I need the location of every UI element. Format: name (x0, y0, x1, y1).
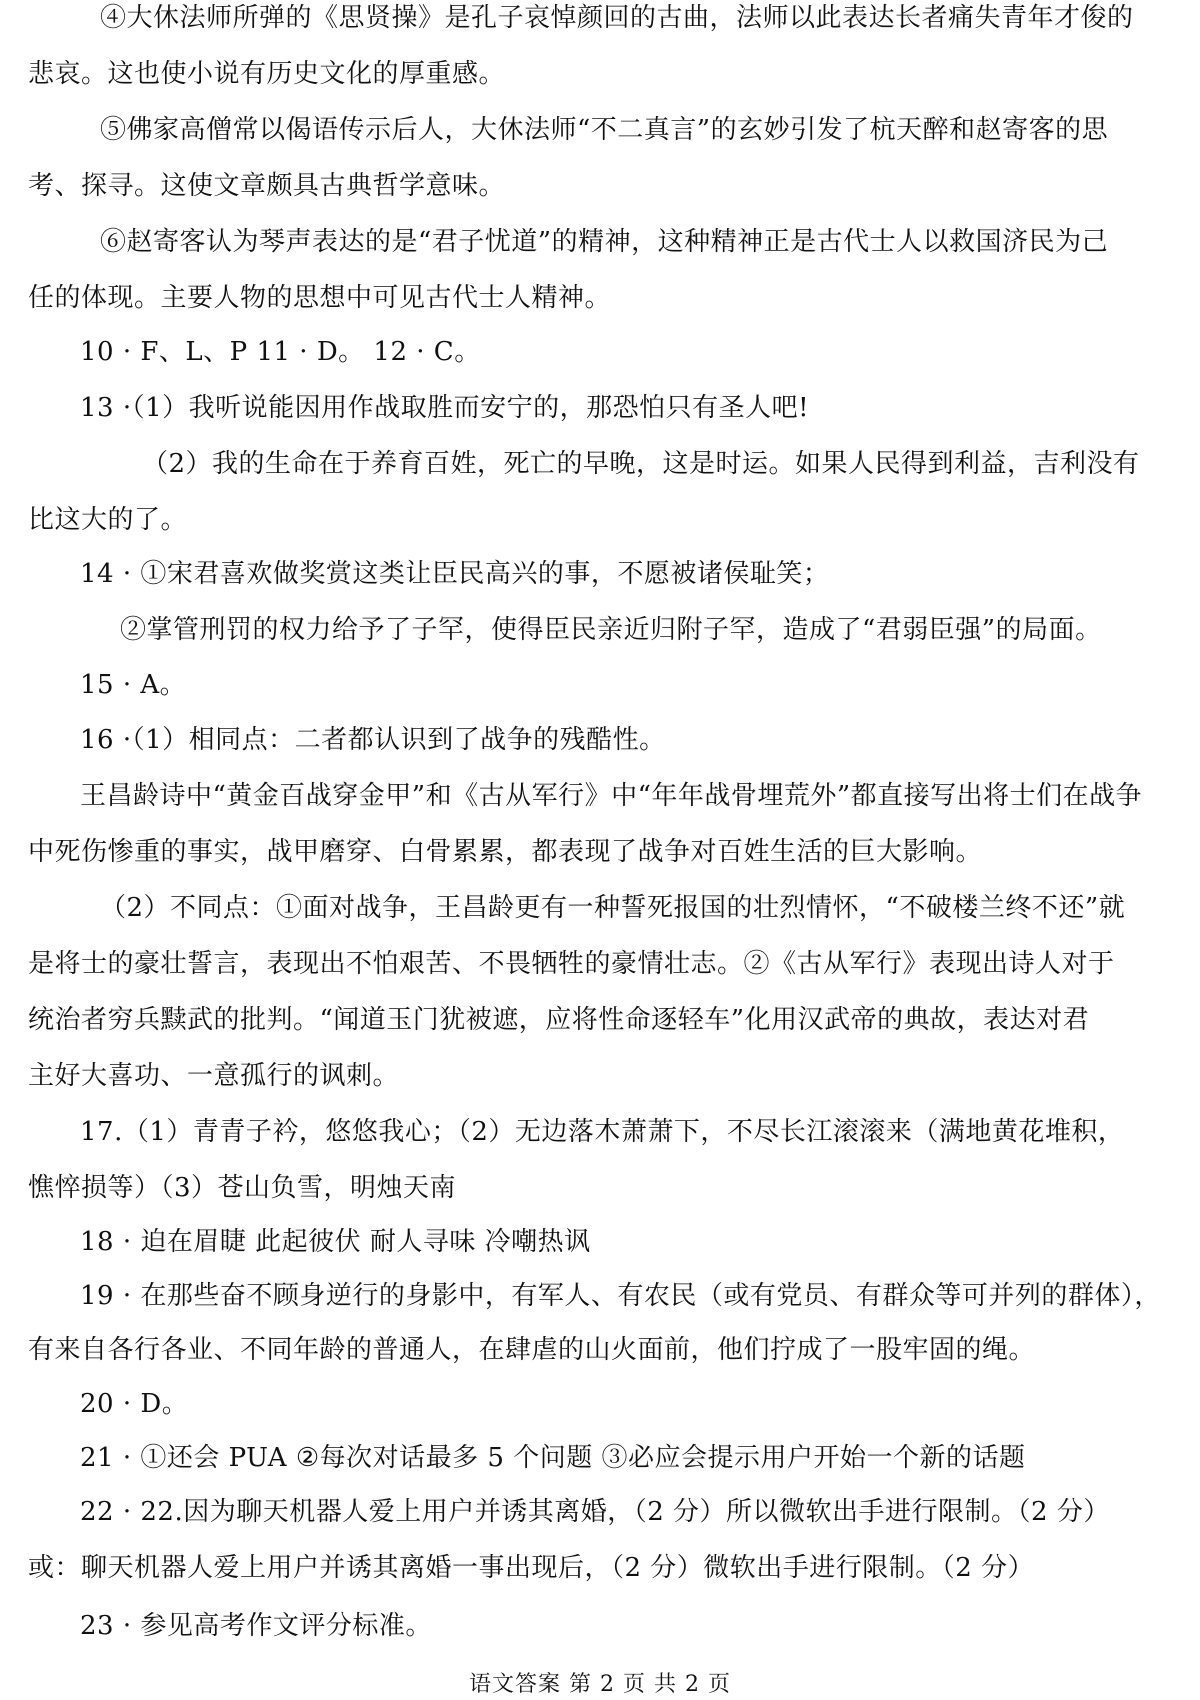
answer-17-cont: 憔悴损等）（3）苍山负雪，明烛天南 (28, 1173, 457, 1203)
answer-16-part-2-cont-1: 是将士的豪壮誓言，表现出不怕艰苦、不畏牺牲的豪情壮志。②《古从军行》表现出诗人对于 (28, 949, 1115, 979)
text-line-3: ⑤佛家高僧常以偈语传示后人，大休法师“不二真言”的玄妙引发了杭天醉和赵寄客的思 (100, 115, 1109, 145)
answer-15: 15 · A。 (80, 670, 187, 700)
answer-22: 22 · 22.因为聊天机器人爱上用户并诱其离婚，（2 分）所以微软出手进行限制。（2 分） (80, 1497, 1110, 1527)
text-line-2: 悲哀。这也使小说有历史文化的厚重感。 (28, 59, 506, 89)
answer-19-cont: 有来自各行各业、不同年龄的普通人，在肆虐的山火面前，他们拧成了一股牢固的绳。 (28, 1335, 1036, 1365)
text-line-4: 考、探寻。这使文章颇具古典哲学意味。 (28, 171, 506, 201)
answer-13-part-2: （2）我的生命在于养育百姓，死亡的早晚，这是时运。如果人民得到利益，吉利没有 (142, 449, 1140, 479)
answer-13-part-1: 13 ·（1）我听说能因用作战取胜而安宁的，那恐怕只有圣人吧! (80, 393, 810, 423)
answer-23: 23 · 参见高考作文评分标准。 (80, 1611, 432, 1641)
answer-16-part-2: （2）不同点：①面对战争，王昌龄更有一种誓死报国的壮烈情怀，“不破楼兰终不还”就 (100, 893, 1126, 923)
answer-17: 17.（1）青青子衿，悠悠我心；（2）无边落木萧萧下，不尽长江滚滚来（满地黄花堆积， (80, 1117, 1125, 1147)
answer-21: 21 · ①还会 PUA ②每次对话最多 5 个问题 ③必应会提示用户开始一个新的话题 (80, 1443, 1026, 1473)
answer-16-part-2-cont-2: 统治者穷兵黩武的批判。“闻道玉门犹被遮，应将性命逐轻车”化用汉武帝的典故，表达对君 (28, 1005, 1090, 1035)
answer-14-point-2: ②掌管刑罚的权力给予了子罕，使得臣民亲近归附子罕，造成了“君弱臣强”的局面。 (120, 615, 1102, 645)
answer-19: 19 · 在那些奋不顾身逆行的身影中，有军人、有农民（或有党员、有群众等可并列的群体）， (80, 1281, 1161, 1311)
text-line-5: ⑥赵寄客认为琴声表达的是“君子忧道”的精神，这种精神正是古代士人以救国济民为己 (100, 227, 1109, 257)
answer-16-part-1-body: 王昌龄诗中“黄金百战穿金甲”和《古从军行》中“年年战骨埋荒外”都直接写出将士们在战争 (80, 781, 1143, 811)
text-line-1: ④大休法师所弹的《思贤操》是孔子哀悼颜回的古曲，法师以此表达长者痛失青年才俊的 (100, 3, 1134, 33)
page-footer: 语文答案 第 2 页 共 2 页 (469, 1672, 731, 1697)
answer-13-part-2-cont: 比这大的了。 (28, 505, 188, 535)
answer-14-point-1: 14 · ①宋君喜欢做奖赏这类让臣民高兴的事，不愿被诸侯耻笑； (80, 559, 830, 589)
answer-20: 20 · D。 (80, 1389, 189, 1419)
answer-22-alt: 或：聊天机器人爱上用户并诱其离婚一事出现后，（2 分）微软出手进行限制。（2 分） (28, 1553, 1035, 1583)
text-line-6: 任的体现。主要人物的思想中可见古代士人精神。 (28, 283, 612, 313)
answer-16-part-2-cont-3: 主好大喜功、一意孤行的讽刺。 (28, 1061, 400, 1091)
answers-10-12: 10 · F、L、P 11 · D。 12 · C。 (80, 337, 481, 367)
answer-18: 18 · 迫在眉睫 此起彼伏 耐人寻味 冷嘲热讽 (80, 1227, 591, 1257)
answer-16-part-1: 16 ·（1）相同点：二者都认识到了战争的残酷性。 (80, 725, 666, 755)
answer-16-part-1-body-cont: 中死伤惨重的事实，战甲磨穿、白骨累累，都表现了战争对百姓生活的巨大影响。 (28, 837, 983, 867)
